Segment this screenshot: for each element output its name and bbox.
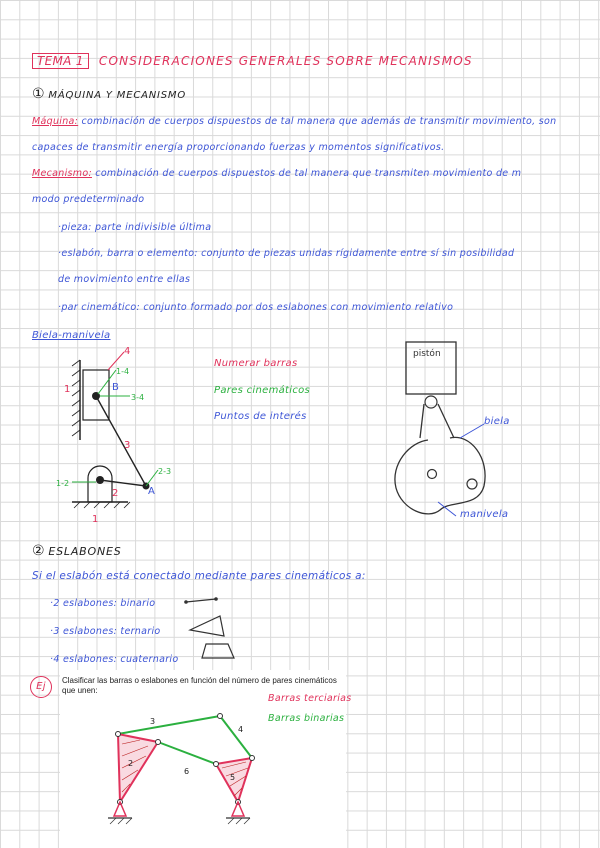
ex-label-3: 3 (150, 717, 156, 726)
label-4: 4 (124, 346, 131, 357)
eslabones-intro: Si el eslabón está conectado mediante pares cinemáticos a: (32, 570, 366, 582)
ex-label-6: 6 (184, 767, 190, 776)
title-text: CONSIDERACIONES GENERALES SOBRE MECANISMOS (98, 54, 473, 68)
ex-label-2: 2 (128, 759, 134, 768)
section1-heading (32, 86, 186, 102)
eslabon-cuaternario: ·4 eslabones: cuaternario (50, 654, 179, 665)
mecanismo-term: Mecanismo: (32, 168, 92, 179)
bullet-pieza: ·pieza: parte indivisible última (58, 222, 212, 233)
section1-title: MÁQUINA Y MECANISMO (48, 90, 187, 101)
exercise-prompt-1: Clasificar las barras o eslabones en función del número de pares cinemáticos (62, 676, 337, 685)
exercise-badge: Ej (30, 676, 52, 698)
bullet-par: ·par cinemático: conjunto formado por dos eslabones con movimiento relativo (58, 302, 454, 313)
mecanismo-definition (32, 168, 521, 179)
label-2-3: 2-3 (158, 467, 172, 476)
bullet-eslabon-1: ·eslabón, barra o elemento: conjunto de piezas unidas rígidamente entre sí sin posibilidad (58, 248, 515, 259)
ex-label-5: 5 (230, 773, 236, 782)
legend-numerar: Numerar barras (214, 358, 298, 369)
ex-label-4: 4 (238, 725, 244, 734)
label-1-ground: 1 (92, 514, 99, 525)
section2-number: ② (32, 543, 45, 559)
mecanismo-text-1: combinación de cuerpos dispuestos de tal manera que transmiten movimiento de m (95, 168, 522, 179)
label-A: A (148, 486, 155, 497)
label-1: 1 (64, 384, 71, 395)
eslabon-shapes (180, 592, 240, 664)
legend-puntos: Puntos de interés (214, 411, 307, 422)
section2-title: ESLABONES (48, 545, 122, 558)
eslabon-ternario: ·3 eslabones: ternario (50, 626, 161, 637)
legend-pares: Pares cinemáticos (214, 385, 311, 396)
maquina-term: Máquina: (32, 116, 79, 127)
biela-manivela-diagram (50, 340, 190, 530)
maquina-text-2: capaces de transmitir energía proporcionando fuerzas y momentos significativos. (32, 142, 445, 153)
mecanismo-text-2: modo predeterminado (32, 194, 145, 205)
label-3: 3 (124, 440, 131, 451)
page-title (32, 54, 473, 68)
section2-heading (32, 543, 122, 559)
manivela-label: manivela (460, 509, 509, 520)
exercise-prompt-2: que unen: (62, 686, 98, 695)
answer-ternarias: Barras terciarias (268, 693, 352, 704)
answer-binarias: Barras binarias (268, 713, 345, 724)
label-2: 2 (112, 488, 119, 499)
eslabon-binario: ·2 eslabones: binario (50, 598, 156, 609)
bullet-eslabon-2: de movimiento entre ellas (58, 274, 191, 285)
maquina-text-1: combinación de cuerpos dispuestos de tal manera que además de transmitir movimiento, son (81, 116, 557, 127)
piston-diagram (380, 338, 530, 528)
title-tag: TEMA 1 (32, 53, 89, 69)
maquina-definition (32, 116, 556, 127)
exercise-mechanism (100, 704, 280, 846)
label-1-4: 1-4 (116, 367, 130, 376)
label-1-2: 1-2 (56, 479, 70, 488)
biela-label: biela (484, 416, 510, 427)
biela-heading: Biela-manivela (32, 330, 111, 341)
label-3-4: 3-4 (131, 393, 145, 402)
label-B: B (112, 382, 119, 393)
section1-number: ① (32, 86, 45, 102)
piston-label: pistón (413, 349, 441, 359)
